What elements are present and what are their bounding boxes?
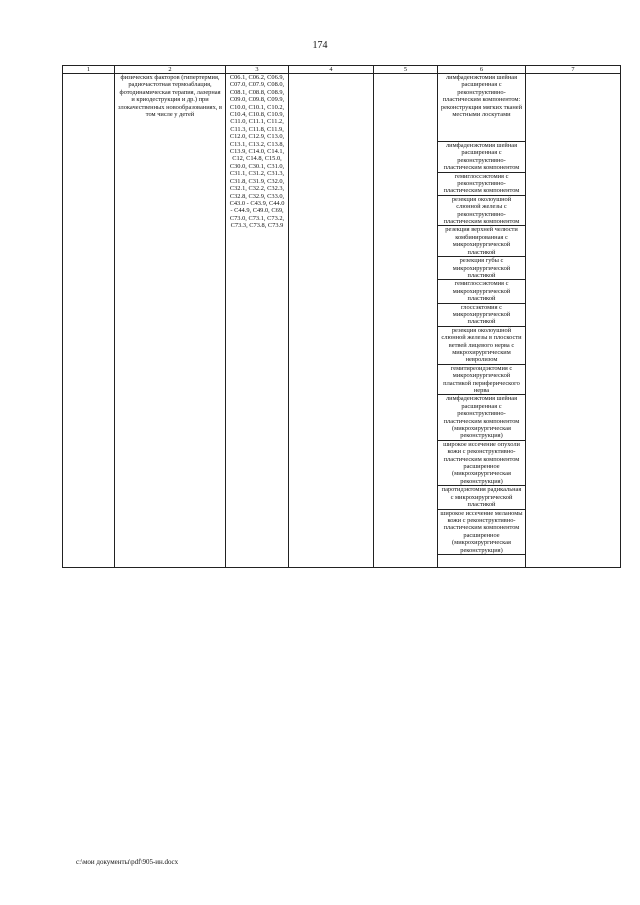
- column-header: 6: [438, 66, 526, 74]
- column-header: 1: [63, 66, 115, 74]
- cell-col5: [374, 74, 438, 568]
- operation-item: гемиглоссэктомия с реконструктивно-пластическим компонентом: [438, 172, 526, 195]
- column-header: 4: [289, 66, 374, 74]
- operation-item: лимфаденэктомия шейная расширенная с реконструктивно-пластическим компонентом: [438, 142, 526, 173]
- operation-item: лимфаденэктомия шейная расширенная с реконструктивно-пластическим компонентом (микрохирургическая реконструкция): [438, 395, 526, 440]
- cell-col4: [289, 74, 374, 568]
- operation-item: широкое иссечение опухоли кожи с реконструктивно-пластическим компонентом расширенное (микрохирургическая реконструкция): [438, 440, 526, 485]
- operation-item: гемитиреоидэктомия с микрохирургической пластикой периферического нерва: [438, 364, 526, 395]
- operation-item: резекция околоушной слюнной железы в плоскости ветвей лицевого нерва с микрохирургическим невролизом: [438, 326, 526, 364]
- column-header: 5: [374, 66, 438, 74]
- document-table: [62, 65, 621, 568]
- cell-col1: [63, 74, 115, 568]
- diagnosis-codes: C06.1, C06.2, C06.9, C07.0, C07.9, C08.0, C08.1, C08.8, C08.9, C09.0, C09.8, C09.9, C10.0, C10.1, C10.2, C10.4, C10.8, C10.9, C11.0, C11.1, C11.2, C11.3, C11.8, C11.9, C12.0, C12.9, C13.0, C13.1, C13.2, C13.8, C13.9, C14.0, C14.1, C12, C14.8, C15.0, C30.0, C30.1, C31.0, C31.1, C31.2, C31.3, C31.8, C31.9, C32.0, C32.1, C32.2, C32.3, C32.8, C32.9, C33.0, C43.0 - C43.9, C44.0 - C44.9, C49.0, C69, C73.0, C73.1, C73.2, C73.3, C73.8, C73.9: [226, 74, 289, 568]
- method-description: физических факторов (гипертермия, радиочастотная термоаблация, фотодинамическая терапия, лазерная и криодеструкция и др.) при злокачественных новообразованиях, в том числе у детей: [115, 74, 226, 568]
- cell-col7: [526, 74, 621, 568]
- operation-item: гемиглоссэктомия с микрохирургической пластикой: [438, 280, 526, 303]
- column-header: 3: [226, 66, 289, 74]
- table-row: [63, 74, 621, 142]
- operation-item-empty: [438, 554, 526, 567]
- operation-item: лимфаденэктомия шейная расширенная с реконструктивно-пластическим компонентом: реконструкция мягких тканей местными лоскутами: [438, 74, 526, 142]
- operation-item: широкое иссечение меланомы кожи с реконструктивно-пластическим компонентом расширенное (микрохирургическая реконструкция): [438, 509, 526, 554]
- table-header-row: [63, 66, 621, 74]
- operation-item: паротидэктомия радикальная с микрохирургической пластикой: [438, 486, 526, 509]
- operation-item: резекция околоушной слюнной железы с реконструктивно-пластическим компонентом: [438, 195, 526, 226]
- operation-item: резекция губы с микрохирургической пластикой: [438, 257, 526, 280]
- page-number: 174: [312, 40, 328, 51]
- column-header: 2: [115, 66, 226, 74]
- file-path-footer: c:\мои документы\pdf\905-ин.docx: [76, 858, 179, 866]
- operation-item: глоссэктомия с микрохирургической пластикой: [438, 303, 526, 326]
- operation-item: резекция верхней челюсти комбинированная с микрохирургической пластикой: [438, 226, 526, 257]
- column-header: 7: [526, 66, 621, 74]
